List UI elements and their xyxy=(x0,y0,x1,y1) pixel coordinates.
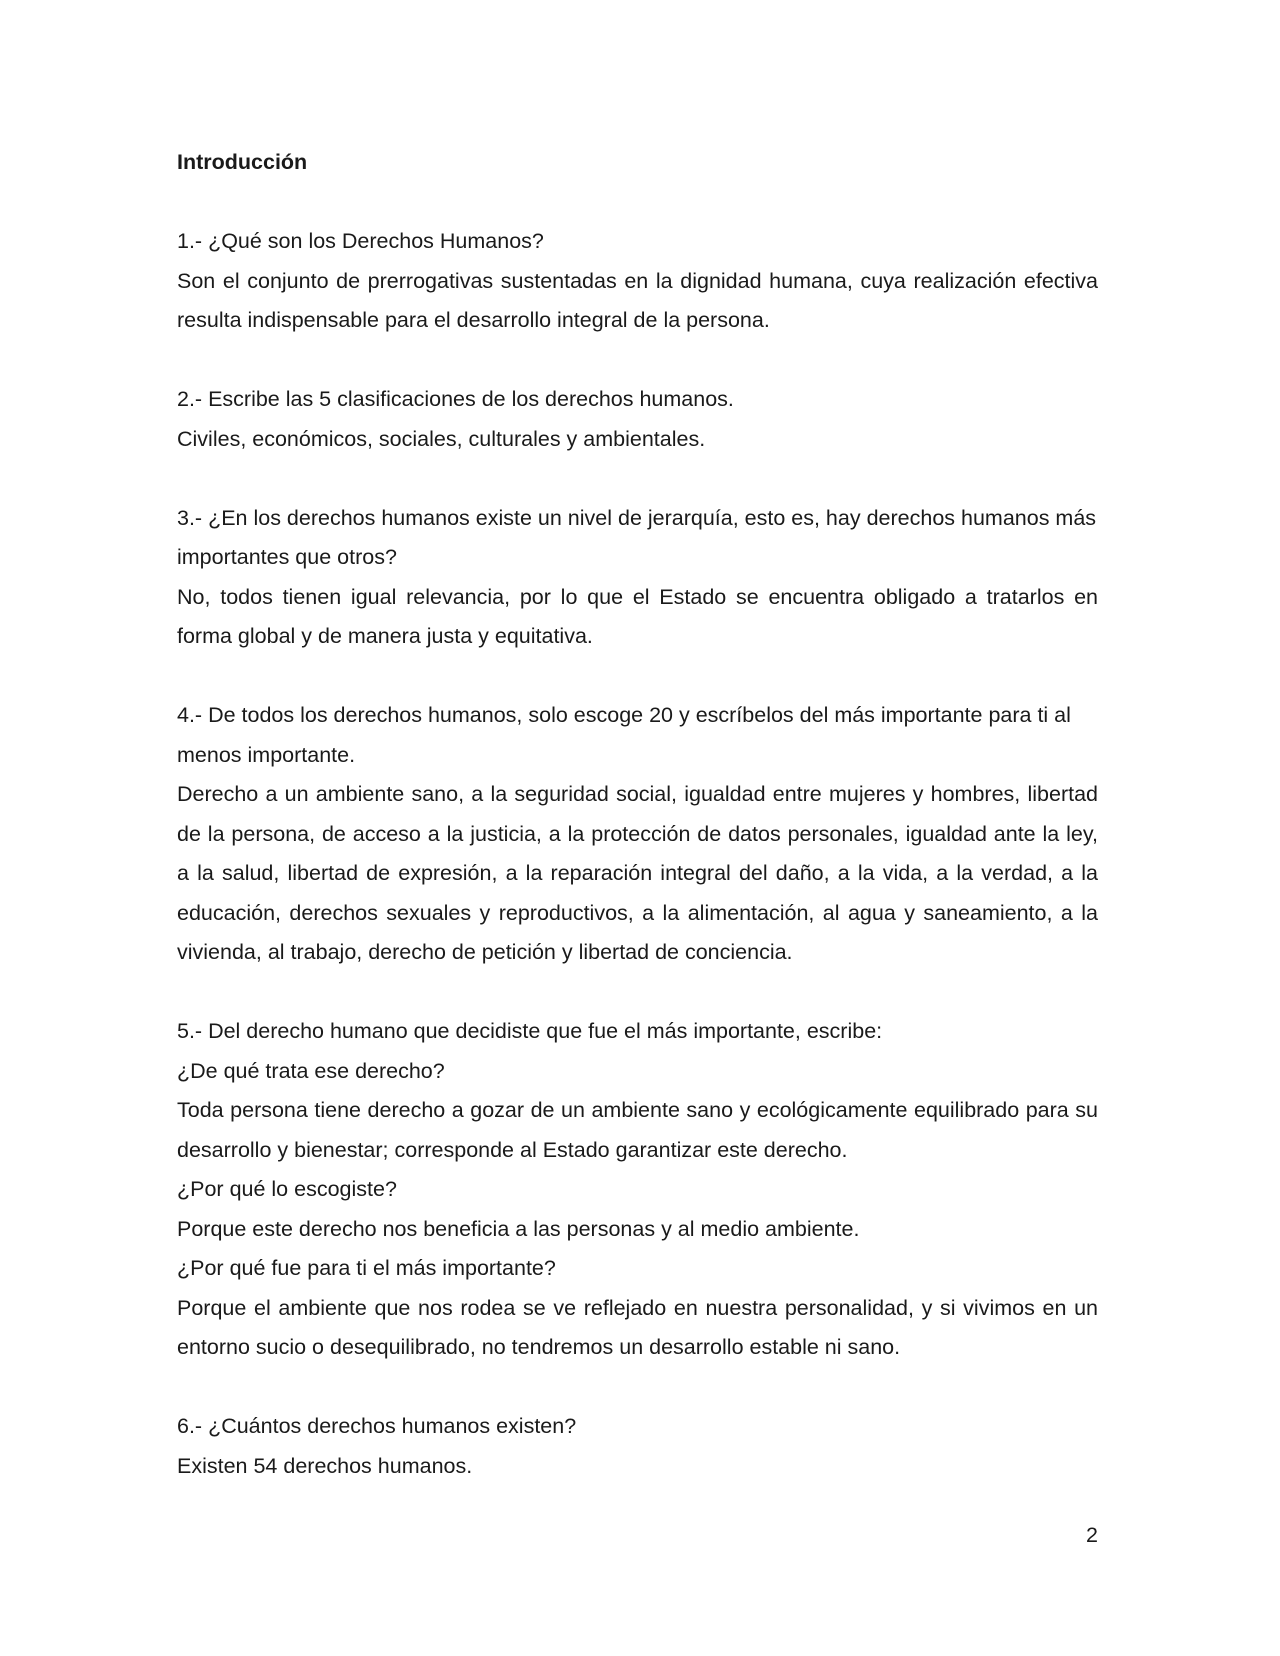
question-block-2 xyxy=(177,380,1098,459)
answer-6-text: Existen 54 derechos humanos. xyxy=(177,1453,473,1478)
answer-3-text: No, todos tienen igual relevancia, por lo que el Estado se encuentra obligado a tratarlos en forma global y de manera justa y equitativa. xyxy=(177,584,1098,648)
answer-1-text: Son el conjunto de prerrogativas sustentadas en la dignidad humana, cuya realización efectiva resulta indispensable para el desarrollo integral de la persona. xyxy=(177,268,1098,332)
section-heading: Introducción xyxy=(177,150,308,174)
sub-answer-5c-text: Porque el ambiente que nos rodea se ve reflejado en nuestra personalidad, y si vivimos en un entorno sucio o desequilibrado, no tendremos un desarrollo estable ni sano. xyxy=(177,1295,1098,1359)
question-3-text: 3.- ¿En los derechos humanos existe un nivel de jerarquía, esto es, hay derechos humanos más importantes que otros? xyxy=(177,505,1097,569)
question-block-4 xyxy=(177,696,1098,973)
question-4-text: 4.- De todos los derechos humanos, solo escoge 20 y escríbelos del más importante para ti al menos importante. xyxy=(177,703,1071,767)
answer-4-text: Derecho a un ambiente sano, a la seguridad social, igualdad entre mujeres y hombres, libertad de la persona, de acceso a la justicia, a la protección de datos personales, igualdad ante la ley, a la salud, libertad de expresión, a la reparación integral del daño, a la vida, a la verdad, a la educación, derechos sexuales y reproductivos, a la alimentación, al agua y saneamiento, a la vivienda, al trabajo, derecho de petición y libertad de conciencia. xyxy=(177,782,1098,964)
question-2-text: 2.- Escribe las 5 clasificaciones de los derechos humanos. xyxy=(177,387,734,411)
question-block-5 xyxy=(177,1012,1098,1368)
sub-question-5c-text: ¿Por qué fue para ti el más importante? xyxy=(177,1256,556,1280)
question-6-text: 6.- ¿Cuántos derechos humanos existen? xyxy=(177,1414,577,1438)
page-number: 2 xyxy=(1086,1523,1098,1547)
question-1-text: 1.- ¿Qué son los Derechos Humanos? xyxy=(177,229,544,253)
question-5-text: 5.- Del derecho humano que decidiste que fue el más importante, escribe: xyxy=(177,1019,883,1043)
answer-2-text: Civiles, económicos, sociales, culturales y ambientales. xyxy=(177,426,706,451)
question-block-3 xyxy=(177,499,1098,657)
sub-answer-5b-text: Porque este derecho nos beneficia a las personas y al medio ambiente. xyxy=(177,1216,860,1241)
question-block-6 xyxy=(177,1407,1098,1486)
sub-question-5a-text: ¿De qué trata ese derecho? xyxy=(177,1058,445,1083)
sub-question-5b-text: ¿Por qué lo escogiste? xyxy=(177,1177,397,1201)
sub-answer-5a-text: Toda persona tiene derecho a gozar de un ambiente sano y ecológicamente equilibrado para su desarrollo y bienestar; corresponde al Estado garantizar este derecho. xyxy=(177,1098,1098,1162)
document-body xyxy=(177,143,1098,1526)
question-block-1 xyxy=(177,222,1098,341)
